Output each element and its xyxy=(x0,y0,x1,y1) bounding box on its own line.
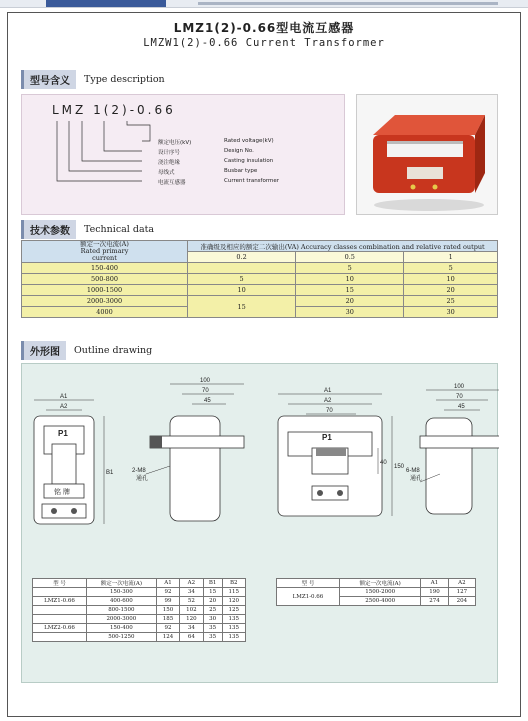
banner-strip xyxy=(198,2,498,5)
dim-100: 100 xyxy=(200,378,211,384)
section-outline-en: Outline drawing xyxy=(74,345,153,356)
nameplate-label: 铭 牌 xyxy=(54,489,70,496)
section-type-en: Type description xyxy=(84,74,165,85)
page-title-cn: LMZ1(2)-0.66型电流互感器 xyxy=(173,21,355,35)
hole-label-right-2: 通孔 xyxy=(410,476,423,482)
top-banner xyxy=(0,0,528,8)
table-row: 2000-3000 15 20 25 xyxy=(22,296,498,307)
type-line: 电流互感器 Current transformer xyxy=(158,178,280,186)
table-row: 2000-3000 185 120 30 135 xyxy=(33,615,246,624)
table-row: LMZ2-0.66 150-400 92 34 35 135 xyxy=(33,624,246,633)
hole-label-left-2: 通孔 xyxy=(136,476,149,482)
hole-label-right: 6-M8 xyxy=(406,468,420,474)
table-row: 500-800 5 10 10 xyxy=(22,274,498,285)
section-tech xyxy=(21,221,154,238)
dim-70: 70 xyxy=(202,388,209,394)
dim-70-right: 70 xyxy=(326,408,333,414)
section-tech-en: Technical data xyxy=(84,224,155,235)
dim-70-right2: 70 xyxy=(456,394,463,400)
table-row: LMZ1-0.66 1500-2000 190 127 xyxy=(277,588,476,597)
table-row: 150-400 5 5 xyxy=(22,263,498,274)
transformer-photo xyxy=(357,95,498,215)
tech-col-current: 额定一次电流(A) Rated primary current xyxy=(22,241,188,263)
product-photo xyxy=(356,94,498,215)
table-row: LMZ1-0.66 400-600 99 52 20 120 xyxy=(33,597,246,606)
dim-45-right: 45 xyxy=(458,404,465,410)
dim-a1-right: A1 xyxy=(324,388,332,394)
table-row: 2500-4000 274 204 xyxy=(277,597,476,606)
type-line: 母线式 Busbar type xyxy=(158,168,258,176)
dim-100-right: 100 xyxy=(454,384,465,390)
company-logo xyxy=(46,0,166,7)
class-header: 0.2 xyxy=(188,252,296,263)
table-row: 800-1500 150 102 25 125 xyxy=(33,606,246,615)
section-type xyxy=(21,71,165,88)
dim-a2-right: A2 xyxy=(324,398,332,404)
tech-data-table xyxy=(21,240,498,318)
table-row: 500-1250 124 64 35 135 xyxy=(33,633,246,642)
type-leader-lines xyxy=(22,95,346,216)
type-line: 浇注绝缘 Casting insulation xyxy=(158,158,274,166)
dim-b1: B1 xyxy=(106,470,114,476)
class-header: 0.5 xyxy=(296,252,404,263)
plate-label-right: P1 xyxy=(322,433,332,442)
table-row: 4000 30 30 xyxy=(22,307,498,318)
outline-drawing xyxy=(21,363,498,683)
section-type-label: 型号含义 xyxy=(21,70,76,89)
model-code: LMZ 1(2)-0.66 xyxy=(52,103,176,117)
plate-label: P1 xyxy=(58,429,68,438)
type-line: 设计序号 Design No. xyxy=(158,148,254,156)
type-line: 额定电压(kV) Rated voltage(kV) xyxy=(158,138,274,146)
table-row: 1000-1500 10 15 20 xyxy=(22,285,498,296)
class-header: 1 xyxy=(404,252,498,263)
table-row: 150-300 92 34 15 115 xyxy=(33,588,246,597)
dim-150: 150 xyxy=(394,464,405,470)
outline-drawing-svg xyxy=(22,364,499,574)
hole-label-left: 2-M8 xyxy=(132,468,146,474)
dim-45: 45 xyxy=(204,398,211,404)
dim-a1: A1 xyxy=(60,394,68,400)
section-tech-label: 技术参数 xyxy=(21,220,76,239)
page-title-en: LMZW1(2)-0.66 Current Transformer xyxy=(143,37,385,49)
section-outline xyxy=(21,342,152,359)
tech-group-header: 准确级及相应的额定二次输出(VA) Accuracy classes combination and relative rated output xyxy=(188,241,498,252)
dim-table-right: 型 号 额定一次电流(A) A1 A2 LMZ1-0.66 1500-2000 190 127 2500-4000 274 204 xyxy=(276,578,476,606)
dim-40: 40 xyxy=(380,460,387,466)
section-outline-label: 外形图 xyxy=(21,341,66,360)
dim-table-left: 型 号 额定一次电流(A) A1 A2 B1 B2 150-300 92 34 15 115 LMZ1-0.66 400-600 99 52 20 120 800-1500 150 102 25 125 2000-3000 185 120 30 135 LMZ2-0.66 150-400 92 34 35 135 500-1250 124 64 35 135 xyxy=(32,578,246,642)
type-description-box xyxy=(21,94,345,215)
dim-a2: A2 xyxy=(60,404,68,410)
